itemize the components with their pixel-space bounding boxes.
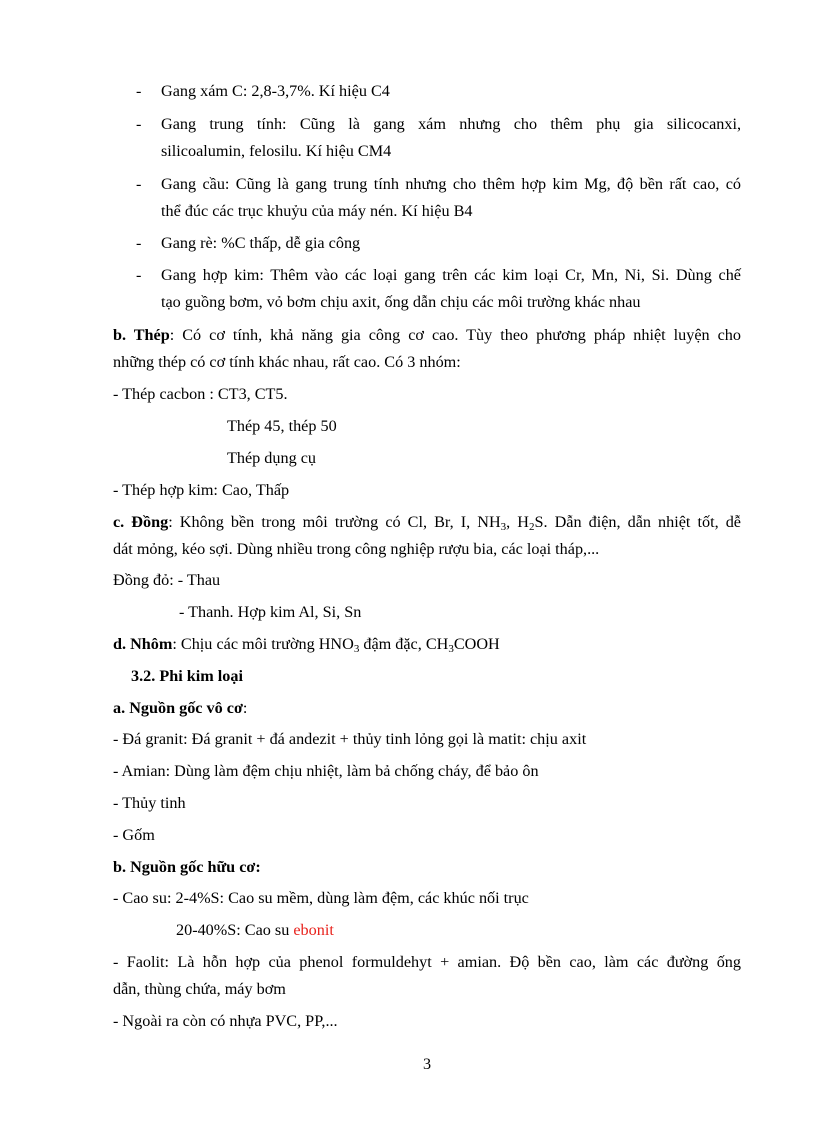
gang-trung-tinh-line1: Gang trung tính: Cũng là gang xám nhưng cho thêm phụ gia silicocanxi, — [161, 115, 741, 133]
cao-su-item: - Cao su: 2-4%S: Cao su mềm, dùng làm đệm, các khúc nối trục — [113, 889, 529, 907]
dong-paragraph-line1: c. Đồng: Không bền trong môi trường có Cl, Br, I, $NH_3$, $H_2S$. Dẫn điện, dẫn nhiệt tốt, dễ — [113, 513, 741, 533]
thep-45: Thép 45, thép 50 — [227, 417, 337, 435]
amian-item: - Amian: Dùng làm đệm chịu nhiệt, làm bả chống cháy, để bảo ôn — [113, 762, 539, 780]
gang-trung-tinh-line2: silicoalumin, felosilu. Kí hiệu CM4 — [161, 142, 392, 160]
gang-hop-kim-line2: tạo guồng bơm, vỏ bơm chịu axit, ống dẫn chịu các môi trường khác nhau — [161, 293, 641, 311]
gom-item: - Gốm — [113, 826, 155, 844]
thep-paragraph-line1: b. Thép: Có cơ tính, khả năng gia công cơ cao. Tùy theo phương pháp nhiệt luyện cho — [113, 326, 741, 344]
faolit-line1: - Faolit: Là hỗn hợp của phenol formuldehyt + amian. Độ bền cao, làm các đường ống — [113, 953, 741, 971]
nhom-heading: d. Nhôm — [113, 635, 173, 653]
thep-dung-cu: Thép dụng cụ — [227, 449, 317, 467]
gang-cau-line1: Gang cầu: Cũng là gang trung tính nhưng cho thêm hợp kim Mg, độ bền rất cao, có — [161, 175, 741, 193]
page-number: 3 — [423, 1055, 432, 1073]
dong-thanh: - Thanh. Hợp kim Al, Si, Sn — [179, 603, 362, 621]
huu-co-heading: b. Nguồn gốc hữu cơ: — [113, 858, 261, 876]
cao-su-ebonit: 20-40%S: Cao su ebonit — [176, 921, 334, 939]
vo-co-heading: a. Nguồn gốc vô cơ — [113, 699, 243, 717]
thep-cacbon: - Thép cacbon : CT3, CT5. — [113, 385, 288, 403]
thep-hop-kim: - Thép hợp kim: Cao, Thấp — [113, 481, 290, 499]
thep-heading: b. Thép — [113, 326, 170, 344]
section-heading-phi-kim: 3.2. Phi kim loại — [131, 667, 243, 685]
gang-xam-item: Gang xám C: 2,8-3,7%. Kí hiệu C4 — [161, 82, 390, 100]
thep-paragraph-line2: những thép có cơ tính khác nhau, rất cao. Có 3 nhóm: — [113, 353, 461, 371]
bullet-dash: - — [136, 266, 142, 284]
nhom-paragraph: d. Nhôm: Chịu các môi trường $HNO_3$ đậm đặc, $CH_3COOH$ — [113, 635, 500, 655]
gang-cau-line2: thể đúc các trục khuỷu của máy nén. Kí hiệu B4 — [161, 202, 473, 220]
gang-hop-kim-line1: Gang hợp kim: Thêm vào các loại gang trên các kim loại Cr, Mn, Ni, Si. Dùng chế — [161, 266, 741, 284]
dong-paragraph-line2: dát mỏng, kéo sợi. Dùng nhiều trong công nghiệp rượu bia, các loại tháp,... — [113, 540, 600, 558]
ebonit-highlight: ebonit — [293, 921, 334, 939]
bullet-dash: - — [136, 115, 142, 133]
bullet-dash: - — [136, 234, 142, 252]
ngoai-ra-item: - Ngoài ra còn có nhựa PVC, PP,... — [113, 1012, 338, 1030]
da-granit-item: - Đá granit: Đá granit + đá andezit + thủy tinh lỏng gọi là matit: chịu axit — [113, 730, 587, 748]
faolit-line2: dẫn, thùng chứa, máy bơm — [113, 980, 286, 998]
thuy-tinh-item: - Thủy tinh — [113, 794, 186, 812]
gang-re-item: Gang rè: %C thấp, dễ gia công — [161, 234, 361, 252]
dong-do: Đồng đỏ: - Thau — [113, 571, 221, 589]
dong-heading: c. Đồng — [113, 513, 169, 531]
bullet-dash: - — [136, 175, 142, 193]
bullet-dash: - — [136, 82, 142, 100]
vo-co-heading-line: a. Nguồn gốc vô cơ: — [113, 699, 248, 717]
